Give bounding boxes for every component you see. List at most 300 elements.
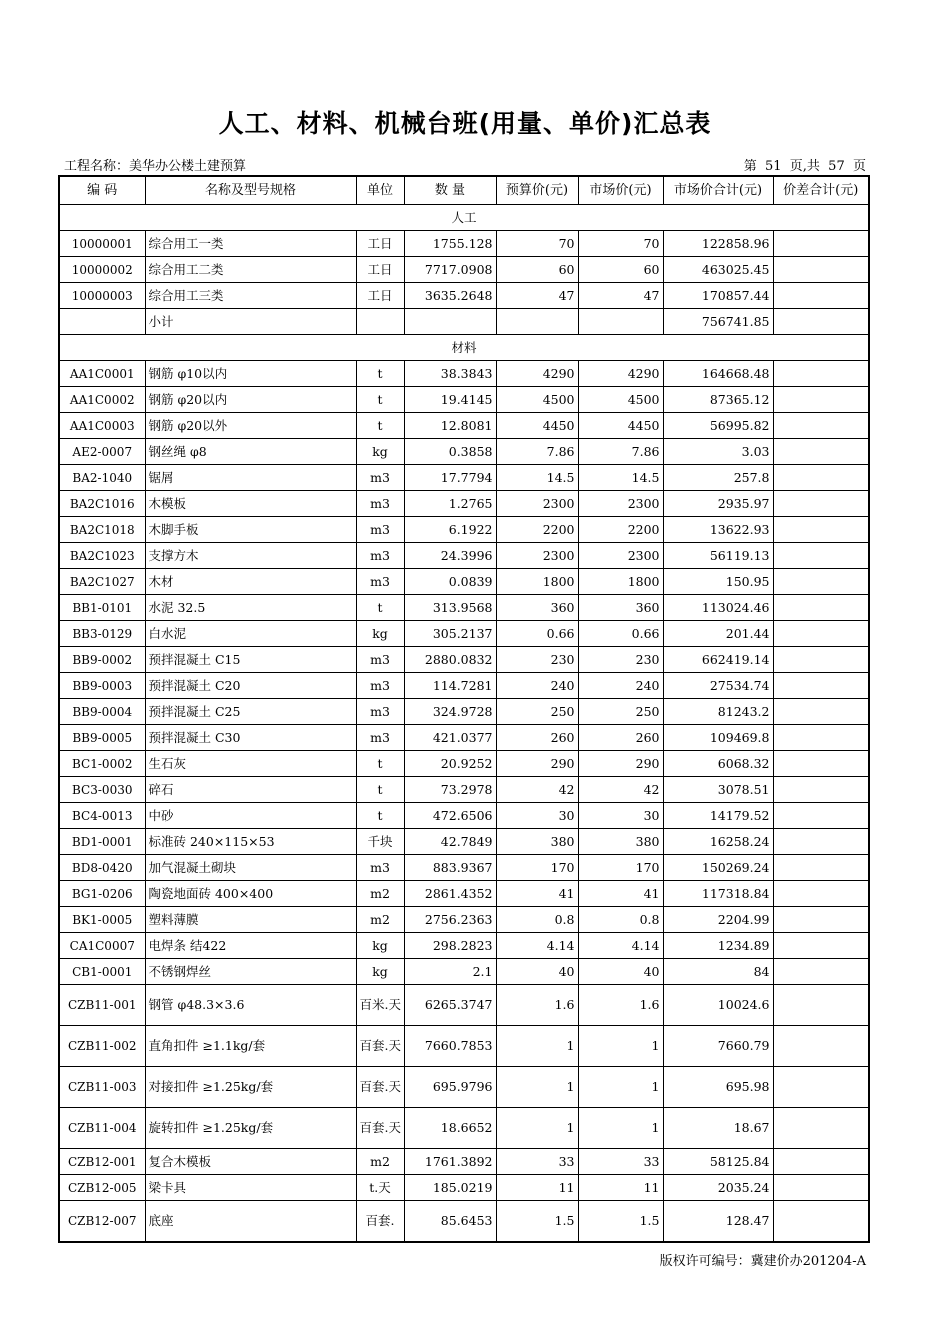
cell-name: 钢筋 φ20以外: [145, 413, 356, 439]
cell-name: 支撑方木: [145, 543, 356, 569]
cell-budget-price: 2200: [496, 517, 578, 543]
cell-code: BD1-0001: [59, 829, 145, 855]
cell-market-price: 1.5: [578, 1201, 663, 1243]
cell-unit: t: [356, 777, 404, 803]
cell-unit: m3: [356, 491, 404, 517]
cell-unit: [356, 309, 404, 335]
cell-market-price: 33: [578, 1149, 663, 1175]
cell-unit: kg: [356, 621, 404, 647]
table-row: [59, 959, 869, 985]
cell-market-total: 113024.46: [663, 595, 773, 621]
cell-unit: kg: [356, 959, 404, 985]
table-row: [59, 777, 869, 803]
cell-name: 底座: [145, 1201, 356, 1243]
section-row: [59, 205, 869, 231]
section-row: [59, 335, 869, 361]
cell-market-price: 30: [578, 803, 663, 829]
header-name: 名称及型号规格: [145, 176, 356, 205]
table-row: [59, 1067, 869, 1108]
cell-budget-price: 47: [496, 283, 578, 309]
cell-budget-price: 2300: [496, 543, 578, 569]
cell-name: 塑料薄膜: [145, 907, 356, 933]
header-market-total: 市场价合计(元): [663, 176, 773, 205]
table-row: [59, 725, 869, 751]
table-row: [59, 491, 869, 517]
cell-code: BD8-0420: [59, 855, 145, 881]
cell-market-total: 7660.79: [663, 1026, 773, 1067]
cell-price-diff: [773, 1067, 869, 1108]
cell-unit: 千块: [356, 829, 404, 855]
cell-market-price: 250: [578, 699, 663, 725]
cell-market-price: 11: [578, 1175, 663, 1201]
cell-code: BA2C1023: [59, 543, 145, 569]
cell-name: 小计: [145, 309, 356, 335]
table-row: [59, 257, 869, 283]
cell-unit: m3: [356, 647, 404, 673]
cell-qty: 1.2765: [404, 491, 496, 517]
cell-market-price: 0.66: [578, 621, 663, 647]
cell-qty: 1761.3892: [404, 1149, 496, 1175]
cell-code: CA1C0007: [59, 933, 145, 959]
cell-market-total: 164668.48: [663, 361, 773, 387]
cell-unit: m3: [356, 673, 404, 699]
table-row: [59, 985, 869, 1026]
cell-market-price: 7.86: [578, 439, 663, 465]
cell-price-diff: [773, 855, 869, 881]
cell-budget-price: 4290: [496, 361, 578, 387]
cell-unit: m3: [356, 517, 404, 543]
table-row: [59, 1026, 869, 1067]
cell-price-diff: [773, 803, 869, 829]
cell-budget-price: 1: [496, 1067, 578, 1108]
cell-name: 不锈钢焊丝: [145, 959, 356, 985]
cell-unit: m2: [356, 881, 404, 907]
cell-budget-price: 1: [496, 1026, 578, 1067]
cell-code: BB9-0004: [59, 699, 145, 725]
cell-name: 预拌混凝土 C15: [145, 647, 356, 673]
page-title: 人工、材料、机械台班(用量、单价)汇总表: [218, 109, 712, 138]
cell-code: 10000002: [59, 257, 145, 283]
cell-market-price: 1: [578, 1108, 663, 1149]
cell-market-price: 60: [578, 257, 663, 283]
cell-price-diff: [773, 673, 869, 699]
cell-qty: 883.9367: [404, 855, 496, 881]
cell-code: BA2C1018: [59, 517, 145, 543]
cell-market-price: 14.5: [578, 465, 663, 491]
cell-name: 对接扣件 ≥1.25kg/套: [145, 1067, 356, 1108]
table-row: [59, 309, 869, 335]
cell-unit: m3: [356, 569, 404, 595]
cell-market-price: 170: [578, 855, 663, 881]
cell-budget-price: 290: [496, 751, 578, 777]
cell-market-price: 380: [578, 829, 663, 855]
cell-market-total: 14179.52: [663, 803, 773, 829]
cell-code: BA2C1016: [59, 491, 145, 517]
cell-market-total: 463025.45: [663, 257, 773, 283]
table-row: [59, 1175, 869, 1201]
cell-market-total: 87365.12: [663, 387, 773, 413]
table-row: [59, 517, 869, 543]
cell-market-total: 109469.8: [663, 725, 773, 751]
cell-name: 加气混凝土砌块: [145, 855, 356, 881]
cell-budget-price: 2300: [496, 491, 578, 517]
cell-market-total: 3078.51: [663, 777, 773, 803]
cell-qty: 85.6453: [404, 1201, 496, 1243]
cell-qty: 17.7794: [404, 465, 496, 491]
cell-market-price: 260: [578, 725, 663, 751]
cell-price-diff: [773, 439, 869, 465]
cell-market-price: 4290: [578, 361, 663, 387]
cell-code: 10000003: [59, 283, 145, 309]
cell-code: BB9-0005: [59, 725, 145, 751]
cell-market-price: 1: [578, 1067, 663, 1108]
cell-market-total: 58125.84: [663, 1149, 773, 1175]
cell-price-diff: [773, 465, 869, 491]
cell-market-total: 150269.24: [663, 855, 773, 881]
header-code: 编 码: [59, 176, 145, 205]
cell-unit: t: [356, 803, 404, 829]
cell-name: 木材: [145, 569, 356, 595]
cell-unit: m2: [356, 907, 404, 933]
cell-market-total: 662419.14: [663, 647, 773, 673]
section-label: 材料: [59, 335, 869, 361]
cell-budget-price: 42: [496, 777, 578, 803]
cell-name: 钢丝绳 φ8: [145, 439, 356, 465]
cell-name: 预拌混凝土 C20: [145, 673, 356, 699]
cell-unit: 工日: [356, 231, 404, 257]
cell-name: 钢筋 φ20以内: [145, 387, 356, 413]
table-row: [59, 907, 869, 933]
cell-qty: 2880.0832: [404, 647, 496, 673]
cell-code: 10000001: [59, 231, 145, 257]
cell-qty: 73.2978: [404, 777, 496, 803]
cell-market-total: 16258.24: [663, 829, 773, 855]
cell-market-total: 1234.89: [663, 933, 773, 959]
cell-qty: 19.4145: [404, 387, 496, 413]
cell-unit: kg: [356, 933, 404, 959]
cell-code: BC1-0002: [59, 751, 145, 777]
cell-qty: 2861.4352: [404, 881, 496, 907]
cell-name: 综合用工三类: [145, 283, 356, 309]
cell-price-diff: [773, 959, 869, 985]
cell-code: CB1-0001: [59, 959, 145, 985]
cell-qty: 20.9252: [404, 751, 496, 777]
table-row: [59, 673, 869, 699]
cell-price-diff: [773, 725, 869, 751]
cell-market-total: 756741.85: [663, 309, 773, 335]
cell-price-diff: [773, 1201, 869, 1243]
cell-budget-price: 70: [496, 231, 578, 257]
cell-qty: 42.7849: [404, 829, 496, 855]
cell-qty: 0.0839: [404, 569, 496, 595]
table-row: [59, 569, 869, 595]
cell-code: BC4-0013: [59, 803, 145, 829]
cell-unit: 工日: [356, 283, 404, 309]
cell-market-total: 27534.74: [663, 673, 773, 699]
cell-price-diff: [773, 881, 869, 907]
cell-name: 预拌混凝土 C30: [145, 725, 356, 751]
table-body: [59, 205, 869, 1243]
cell-qty: [404, 309, 496, 335]
cell-budget-price: 250: [496, 699, 578, 725]
cell-budget-price: 30: [496, 803, 578, 829]
header-price-diff: 价差合计(元): [773, 176, 869, 205]
cell-code: [59, 309, 145, 335]
cell-unit: 百套.天: [356, 1067, 404, 1108]
cell-market-total: 122858.96: [663, 231, 773, 257]
cell-market-price: 47: [578, 283, 663, 309]
cell-budget-price: 230: [496, 647, 578, 673]
cell-market-total: 10024.6: [663, 985, 773, 1026]
cell-unit: kg: [356, 439, 404, 465]
cell-name: 水泥 32.5: [145, 595, 356, 621]
cell-price-diff: [773, 387, 869, 413]
cell-code: AA1C0002: [59, 387, 145, 413]
table-row: [59, 621, 869, 647]
cell-budget-price: 4.14: [496, 933, 578, 959]
cell-budget-price: 170: [496, 855, 578, 881]
cell-unit: m3: [356, 699, 404, 725]
cell-name: 锯屑: [145, 465, 356, 491]
cell-unit: 百套.天: [356, 1108, 404, 1149]
cell-name: 预拌混凝土 C25: [145, 699, 356, 725]
cell-code: BB9-0002: [59, 647, 145, 673]
cell-qty: 2.1: [404, 959, 496, 985]
cell-code: CZB12-005: [59, 1175, 145, 1201]
table-row: [59, 1201, 869, 1243]
cell-qty: 421.0377: [404, 725, 496, 751]
cell-qty: 38.3843: [404, 361, 496, 387]
cell-name: 直角扣件 ≥1.1kg/套: [145, 1026, 356, 1067]
cell-price-diff: [773, 413, 869, 439]
table-row: [59, 933, 869, 959]
cell-price-diff: [773, 361, 869, 387]
table-header-row: [59, 176, 869, 205]
summary-table: [58, 175, 870, 1243]
cell-unit: t: [356, 751, 404, 777]
cell-market-price: 1800: [578, 569, 663, 595]
table-row: [59, 881, 869, 907]
cell-market-total: 257.8: [663, 465, 773, 491]
cell-qty: 2756.2363: [404, 907, 496, 933]
cell-unit: t.天: [356, 1175, 404, 1201]
cell-code: BG1-0206: [59, 881, 145, 907]
cell-qty: 298.2823: [404, 933, 496, 959]
cell-market-total: 201.44: [663, 621, 773, 647]
cell-code: BB3-0129: [59, 621, 145, 647]
cell-budget-price: 60: [496, 257, 578, 283]
cell-name: 生石灰: [145, 751, 356, 777]
cell-qty: 695.9796: [404, 1067, 496, 1108]
cell-name: 中砂: [145, 803, 356, 829]
cell-market-price: 360: [578, 595, 663, 621]
cell-market-price: 4450: [578, 413, 663, 439]
cell-budget-price: 40: [496, 959, 578, 985]
cell-qty: 12.8081: [404, 413, 496, 439]
table-row: [59, 465, 869, 491]
section-label: 人工: [59, 205, 869, 231]
table-row: [59, 751, 869, 777]
cell-market-price: 4.14: [578, 933, 663, 959]
cell-qty: 3635.2648: [404, 283, 496, 309]
cell-qty: 7660.7853: [404, 1026, 496, 1067]
cell-name: 综合用工二类: [145, 257, 356, 283]
cell-market-price: 2300: [578, 491, 663, 517]
cell-qty: 7717.0908: [404, 257, 496, 283]
cell-code: CZB11-002: [59, 1026, 145, 1067]
table-row: [59, 829, 869, 855]
cell-price-diff: [773, 569, 869, 595]
cell-qty: 24.3996: [404, 543, 496, 569]
cell-name: 白水泥: [145, 621, 356, 647]
cell-unit: m3: [356, 725, 404, 751]
cell-qty: 324.9728: [404, 699, 496, 725]
cell-unit: t: [356, 387, 404, 413]
cell-code: CZB11-003: [59, 1067, 145, 1108]
cell-qty: 114.7281: [404, 673, 496, 699]
cell-code: BA2-1040: [59, 465, 145, 491]
project-name: 工程名称：美华办公楼土建预算: [64, 159, 247, 174]
cell-name: 钢管 φ48.3×3.6: [145, 985, 356, 1026]
cell-price-diff: [773, 1026, 869, 1067]
cell-unit: 工日: [356, 257, 404, 283]
cell-market-total: 6068.32: [663, 751, 773, 777]
table-row: [59, 283, 869, 309]
cell-budget-price: [496, 309, 578, 335]
table-row: [59, 1108, 869, 1149]
cell-price-diff: [773, 283, 869, 309]
cell-budget-price: 1.6: [496, 985, 578, 1026]
cell-unit: 百套.天: [356, 1026, 404, 1067]
cell-price-diff: [773, 491, 869, 517]
cell-market-price: 42: [578, 777, 663, 803]
cell-unit: m3: [356, 543, 404, 569]
table-row: [59, 1149, 869, 1175]
table-row: [59, 855, 869, 881]
cell-qty: 1755.128: [404, 231, 496, 257]
cell-unit: m3: [356, 465, 404, 491]
cell-market-total: 18.67: [663, 1108, 773, 1149]
cell-unit: 百米.天: [356, 985, 404, 1026]
cell-qty: 305.2137: [404, 621, 496, 647]
cell-market-price: 2300: [578, 543, 663, 569]
cell-unit: t: [356, 413, 404, 439]
cell-name: 碎石: [145, 777, 356, 803]
cell-price-diff: [773, 309, 869, 335]
cell-name: 梁卡具: [145, 1175, 356, 1201]
cell-code: CZB11-004: [59, 1108, 145, 1149]
cell-market-total: 13622.93: [663, 517, 773, 543]
cell-price-diff: [773, 621, 869, 647]
cell-market-total: 2935.97: [663, 491, 773, 517]
cell-price-diff: [773, 699, 869, 725]
cell-qty: 472.6506: [404, 803, 496, 829]
cell-price-diff: [773, 751, 869, 777]
cell-budget-price: 4450: [496, 413, 578, 439]
table-row: [59, 803, 869, 829]
table-row: [59, 699, 869, 725]
cell-name: 陶瓷地面砖 400×400: [145, 881, 356, 907]
cell-market-price: 4500: [578, 387, 663, 413]
cell-budget-price: 1: [496, 1108, 578, 1149]
cell-unit: m2: [356, 1149, 404, 1175]
cell-name: 木模板: [145, 491, 356, 517]
table-row: [59, 439, 869, 465]
cell-market-price: 1.6: [578, 985, 663, 1026]
cell-unit: t: [356, 595, 404, 621]
cell-market-price: 41: [578, 881, 663, 907]
cell-budget-price: 7.86: [496, 439, 578, 465]
cell-qty: 18.6652: [404, 1108, 496, 1149]
cell-price-diff: [773, 933, 869, 959]
cell-code: AA1C0001: [59, 361, 145, 387]
cell-market-total: 81243.2: [663, 699, 773, 725]
cell-market-total: 2035.24: [663, 1175, 773, 1201]
cell-market-total: 2204.99: [663, 907, 773, 933]
cell-budget-price: 380: [496, 829, 578, 855]
table-row: [59, 231, 869, 257]
cell-market-total: 3.03: [663, 439, 773, 465]
table-row: [59, 595, 869, 621]
cell-price-diff: [773, 257, 869, 283]
cell-name: 标准砖 240×115×53: [145, 829, 356, 855]
header-qty: 数 量: [404, 176, 496, 205]
cell-name: 旋转扣件 ≥1.25kg/套: [145, 1108, 356, 1149]
cell-market-total: 117318.84: [663, 881, 773, 907]
cell-price-diff: [773, 907, 869, 933]
cell-qty: 6.1922: [404, 517, 496, 543]
cell-budget-price: 41: [496, 881, 578, 907]
table-row: [59, 361, 869, 387]
header-unit: 单位: [356, 176, 404, 205]
cell-price-diff: [773, 777, 869, 803]
cell-budget-price: 240: [496, 673, 578, 699]
cell-market-total: 84: [663, 959, 773, 985]
cell-name: 复合木模板: [145, 1149, 356, 1175]
cell-market-price: 240: [578, 673, 663, 699]
cell-code: CZB12-007: [59, 1201, 145, 1243]
cell-market-total: 128.47: [663, 1201, 773, 1243]
cell-budget-price: 1.5: [496, 1201, 578, 1243]
cell-market-total: 695.98: [663, 1067, 773, 1108]
cell-qty: 313.9568: [404, 595, 496, 621]
cell-code: BA2C1027: [59, 569, 145, 595]
cell-market-price: [578, 309, 663, 335]
cell-market-total: 170857.44: [663, 283, 773, 309]
cell-market-price: 70: [578, 231, 663, 257]
cell-budget-price: 0.66: [496, 621, 578, 647]
cell-market-total: 56995.82: [663, 413, 773, 439]
cell-market-price: 0.8: [578, 907, 663, 933]
cell-budget-price: 360: [496, 595, 578, 621]
header-market-price: 市场价(元): [578, 176, 663, 205]
cell-name: 木脚手板: [145, 517, 356, 543]
copyright-note: 版权许可编号：冀建价办201204-A: [659, 1254, 866, 1269]
cell-qty: 185.0219: [404, 1175, 496, 1201]
cell-code: CZB11-001: [59, 985, 145, 1026]
cell-market-price: 40: [578, 959, 663, 985]
cell-market-total: 56119.13: [663, 543, 773, 569]
cell-budget-price: 11: [496, 1175, 578, 1201]
cell-qty: 0.3858: [404, 439, 496, 465]
cell-price-diff: [773, 595, 869, 621]
cell-name: 综合用工一类: [145, 231, 356, 257]
cell-price-diff: [773, 543, 869, 569]
cell-price-diff: [773, 647, 869, 673]
cell-market-total: 150.95: [663, 569, 773, 595]
cell-unit: m3: [356, 855, 404, 881]
cell-budget-price: 0.8: [496, 907, 578, 933]
